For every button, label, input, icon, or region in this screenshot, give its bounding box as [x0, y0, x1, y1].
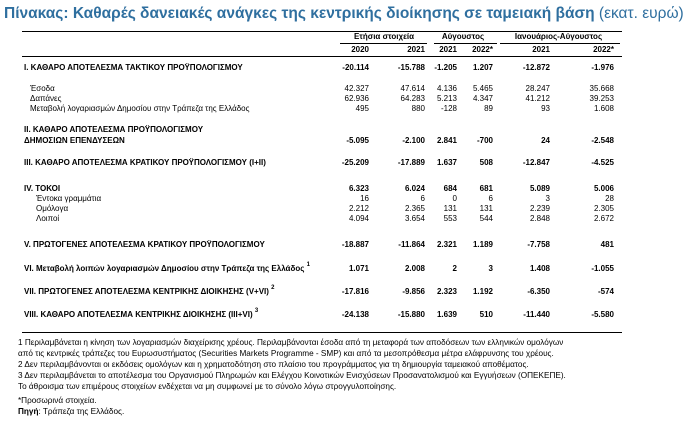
row-label: Ομόλογα	[36, 204, 69, 213]
footnote-marker: 3	[254, 308, 259, 314]
row-label-text: VII. ΠΡΩΤΟΓΕΝΕΣ ΑΠΟΤΕΛΕΣΜΑ ΚΕΝΤΡΙΚΗΣ ΔΙΟΙΚΗΣΗΣ (V+VI)	[24, 287, 269, 296]
row-value: -700	[476, 136, 493, 145]
row-value: 495	[355, 104, 369, 113]
row-value: 1.639	[436, 310, 457, 319]
row-value: -2.100	[402, 136, 425, 145]
header-year: 2022*	[593, 45, 614, 54]
row-value: 16	[360, 194, 369, 203]
row-value: 510	[479, 310, 493, 319]
row-label-text: VI. Μεταβολή λοιπών λογαριασμών Δημοσίου στην Τράπεζα της Ελλάδος	[24, 264, 305, 273]
rounding-note: Το άθροισμα των επιμέρους στοιχείων ενδέχεται να μη συμφωνεί με το σύνολο λόγω στρογγυλοποίησης.	[18, 382, 397, 391]
row-value: 1.071	[348, 264, 369, 273]
row-value: -12.872	[522, 63, 550, 72]
title-text: Πίνακας: Καθαρές δανειακές ανάγκες της κεντρικής διοίκησης σε ταμειακή βάση	[4, 5, 595, 22]
row-value: -12.847	[522, 158, 550, 167]
row-value: 5.089	[529, 184, 550, 193]
row-value: 2.841	[436, 136, 457, 145]
header-rule-jan-aug	[500, 43, 620, 44]
header-group-annual: Ετήσια στοιχεία	[353, 32, 415, 41]
row-value: -5.095	[346, 136, 369, 145]
row-label: Έντοκα γραμμάτια	[36, 194, 102, 203]
row-label: II. ΚΑΘΑΡΟ ΑΠΟΤΕΛΕΣΜΑ ΠΡΟΫΠΟΛΟΓΙΣΜΟΥ	[24, 125, 204, 134]
row-value: 3.654	[404, 214, 425, 223]
row-value: 6.323	[348, 184, 369, 193]
row-value: -17.889	[397, 158, 425, 167]
row-value: 64.283	[400, 94, 425, 103]
footnote-marker: 1	[306, 262, 310, 268]
row-value: 1.189	[472, 240, 493, 249]
source-label: Πηγή	[18, 407, 39, 416]
row-label: I. ΚΑΘΑΡΟ ΑΠΟΤΕΛΕΣΜΑ ΤΑΚΤΙΚΟΥ ΠΡΟΫΠΟΛΟΓΙΣΜΟΥ	[24, 63, 243, 72]
row-value: 544	[479, 214, 493, 223]
table-title	[4, 5, 684, 23]
row-value: 6	[420, 194, 425, 203]
title-unit: (εκατ. ευρώ)	[598, 5, 684, 22]
row-value: 1.608	[593, 104, 614, 113]
row-value: 5.006	[593, 184, 614, 193]
row-value: 41.212	[525, 94, 550, 103]
row-value: -5.580	[591, 310, 614, 319]
row-value: 4.347	[472, 94, 493, 103]
row-value: -18.887	[341, 240, 369, 249]
row-value: 3	[545, 194, 550, 203]
row-value: -1.055	[591, 264, 614, 273]
row-value: 131	[443, 204, 457, 213]
row-value: 2.365	[404, 204, 425, 213]
row-value: 93	[541, 104, 550, 113]
row-value: 62.936	[344, 94, 369, 103]
row-value: 481	[600, 240, 614, 249]
row-value: -128	[440, 104, 457, 113]
row-value: 5.213	[436, 94, 457, 103]
source-text: : Τράπεζα της Ελλάδος.	[38, 407, 125, 416]
header-year: 2021	[407, 45, 425, 54]
row-label	[24, 310, 258, 319]
header-year: 2021	[532, 45, 550, 54]
row-value: 0	[452, 194, 457, 203]
footnote-marker: 2	[271, 285, 275, 291]
row-value: 6	[488, 194, 493, 203]
header-year: 2020	[351, 45, 369, 54]
row-value: -20.114	[342, 63, 369, 72]
footnote-line: από τις κεντρικές τράπεζες του Ευρωσυστήματος (Securities Markets Programme - SMP) και από τα μεσοπρόθεσμα μέτρα ελάφρυνσης του χρέους.	[18, 349, 554, 358]
row-value: 553	[443, 214, 457, 223]
footnotes	[18, 337, 688, 417]
header-rule-annual	[340, 43, 427, 44]
source-note	[18, 406, 688, 417]
row-value: -1.976	[591, 63, 614, 72]
row-label-text: VIII. ΚΑΘΑΡΟ ΑΠΟΤΕΛΕΣΜΑ ΚΕΝΤΡΙΚΗΣ ΔΙΟΙΚΗΣΗΣ (III+VI)	[24, 310, 253, 319]
row-value: -1.205	[434, 63, 457, 72]
row-value: -7.758	[527, 240, 550, 249]
row-value: 508	[479, 158, 493, 167]
row-value: -2.548	[591, 136, 614, 145]
header-group-august: Αύγουστος	[441, 32, 485, 41]
row-label: Λοιποί	[36, 214, 60, 223]
row-value: 681	[479, 184, 493, 193]
row-value: -17.816	[341, 287, 369, 296]
header-year: 2021	[439, 45, 457, 54]
row-value: 1.207	[472, 63, 493, 72]
row-value: 2.672	[593, 214, 614, 223]
row-value: 35.668	[589, 84, 614, 93]
row-value: 131	[479, 204, 493, 213]
row-value: 1.637	[436, 158, 457, 167]
header-rule-august	[434, 43, 497, 44]
row-value: 4.136	[436, 84, 457, 93]
provisional-note: *Προσωρινά στοιχεία.	[18, 396, 97, 405]
row-value: 1.192	[472, 287, 493, 296]
row-label: III. ΚΑΘΑΡΟ ΑΠΟΤΕΛΕΣΜΑ ΚΡΑΤΙΚΟΥ ΠΡΟΫΠΟΛΟΓΙΣΜΟΥ (I+II)	[24, 158, 266, 167]
row-label	[24, 264, 310, 273]
row-value: 2.008	[404, 264, 425, 273]
row-value: 24	[541, 136, 550, 145]
row-value: 42.327	[344, 84, 369, 93]
row-value: 4.094	[348, 214, 369, 223]
row-value: -24.138	[341, 310, 369, 319]
row-label-line2: ΔΗΜΟΣΙΩΝ ΕΠΕΝΔΥΣΕΩΝ	[24, 136, 125, 145]
row-value: -11.864	[398, 240, 425, 249]
row-label: Μεταβολή λογαριασμών Δημοσίου στην Τράπεζα της Ελλάδος	[30, 104, 250, 113]
row-label: Δαπάνες	[30, 94, 62, 103]
row-label: Έσοδα	[30, 84, 55, 93]
row-value: 28	[605, 194, 614, 203]
row-value: 2.239	[529, 204, 550, 213]
row-value: 2.212	[348, 204, 369, 213]
row-value: 89	[484, 104, 493, 113]
footnote-line: 3 Δεν περιλαμβάνεται το αποτέλεσμα του Οργανισμού Πληρωμών και Ελέγχου Κοινοτικών Ενισχύσεων Προσανατολισμού και Εγγυήσεων (ΟΠΕΚΕΠΕ).	[18, 371, 566, 380]
row-value: 2	[452, 264, 457, 273]
row-value: -6.350	[527, 287, 550, 296]
row-value: -25.209	[341, 158, 369, 167]
row-value: -15.788	[397, 63, 425, 72]
row-value: 684	[443, 184, 457, 193]
row-value: 2.305	[593, 204, 614, 213]
row-value: 39.253	[589, 94, 614, 103]
header-bottom-rule	[22, 56, 622, 57]
row-value: 47.614	[400, 84, 425, 93]
row-value: 2.323	[436, 287, 457, 296]
header-group-jan-aug: Ιανουάριος-Αύγουστος	[514, 32, 603, 41]
row-value: -574	[597, 287, 614, 296]
footnote-line: 1 Περιλαμβάνεται η κίνηση των λογαριασμών διαχείρισης χρέους. Περιλαμβάνονται έσοδα από τη μεταφορά των αποδόσεων των ελληνικών ομολόγων	[18, 338, 564, 347]
row-value: 1.408	[529, 264, 550, 273]
row-value: 2.848	[529, 214, 550, 223]
row-value: 6.024	[404, 184, 425, 193]
row-value: -15.880	[397, 310, 425, 319]
row-value: 880	[411, 104, 425, 113]
row-label: IV. ΤΟΚΟΙ	[24, 184, 61, 193]
row-value: 2.321	[436, 240, 457, 249]
row-label	[24, 287, 275, 296]
row-value: 3	[488, 264, 493, 273]
row-label: V. ΠΡΩΤΟΓΕΝΕΣ ΑΠΟΤΕΛΕΣΜΑ ΚΡΑΤΙΚΟΥ ΠΡΟΫΠΟΛΟΓΙΣΜΟΥ	[24, 240, 265, 249]
row-value: -9.856	[402, 287, 425, 296]
row-value: 5.465	[472, 84, 493, 93]
row-value: 28.247	[525, 84, 550, 93]
footnote-line: 2 Δεν περιλαμβάνονται οι εκδόσεις ομολόγων και η χρηματοδότηση στο πλαίσιο του προγράμματος για τη δημιουργία ταμειακού αποθέματος.	[18, 360, 529, 369]
row-value: -4.525	[591, 158, 614, 167]
data-table	[22, 31, 622, 333]
row-value: -11.440	[523, 310, 550, 319]
header-year: 2022*	[472, 45, 493, 54]
